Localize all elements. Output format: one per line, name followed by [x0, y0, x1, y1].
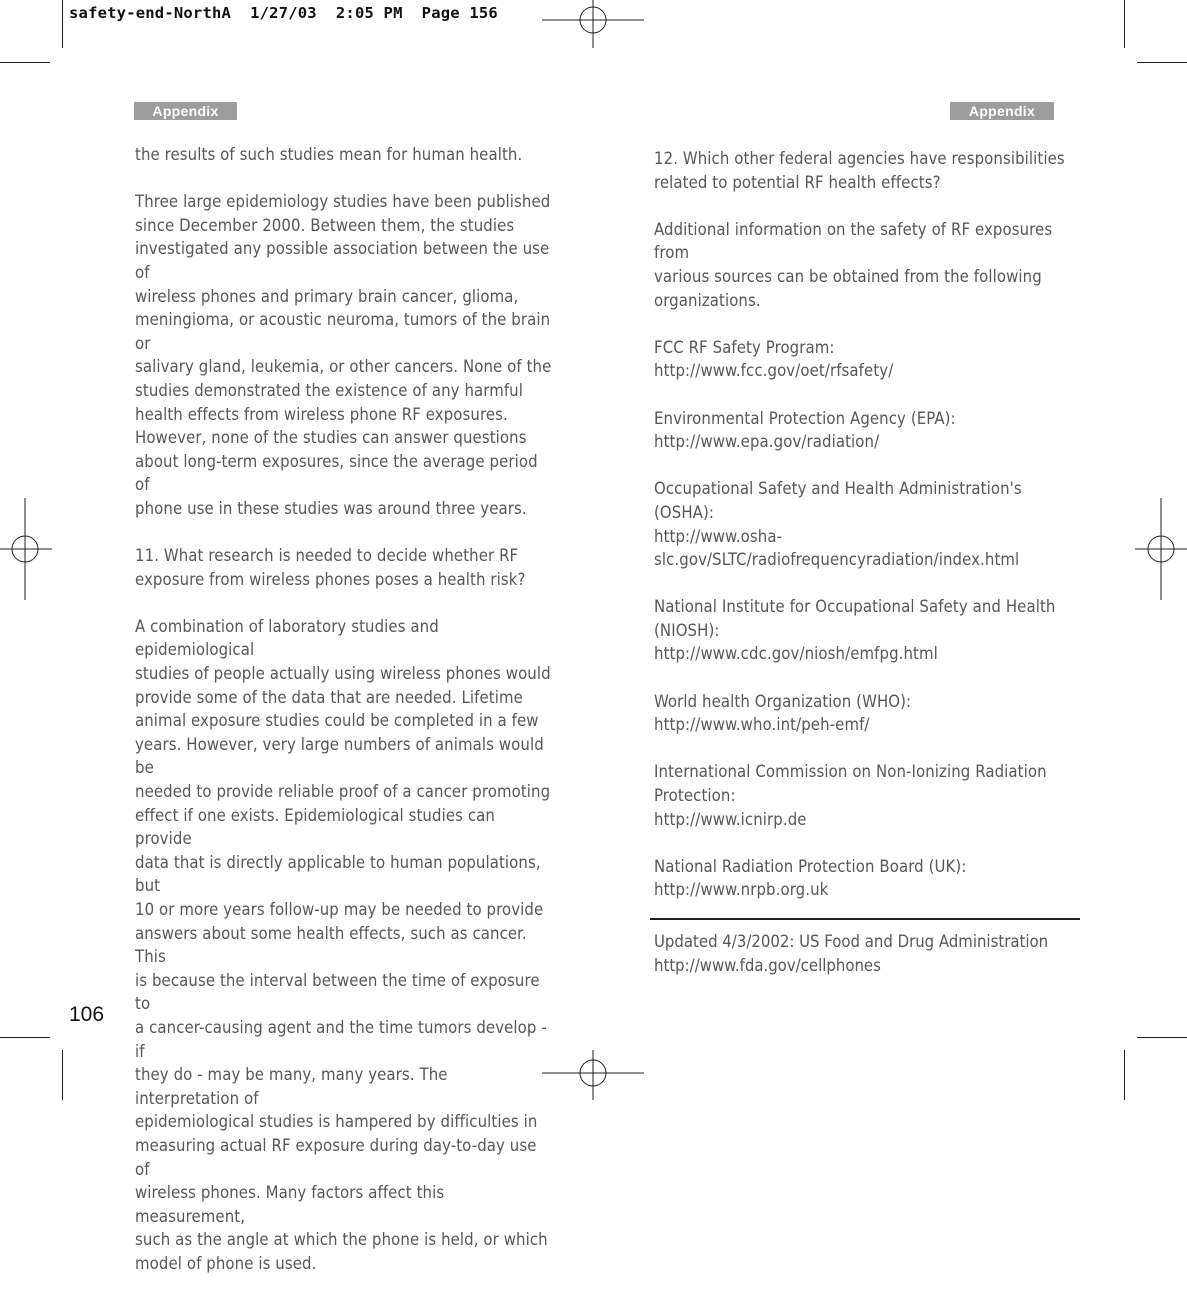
crop-mark: [1137, 1037, 1187, 1038]
crop-mark: [1124, 1050, 1125, 1100]
update-note: Updated 4/3/2002: US Food and Drug Administration http://www.fda.gov/cellphones: [654, 932, 1049, 975]
crop-mark: [0, 62, 50, 63]
org-entry: National Radiation Protection Board (UK): http://www.nrpb.org.uk: [654, 856, 967, 900]
crop-mark: [0, 1037, 50, 1038]
left-column: [135, 143, 555, 1299]
org-entry: Occupational Safety and Health Administration's (OSHA): http://www.osha- slc.gov/SLTC/radiofrequencyradiation/index.html: [654, 479, 1022, 570]
registration-mark-icon: [1135, 498, 1187, 600]
registration-mark-icon: [542, 1050, 644, 1100]
crop-mark: [1137, 62, 1187, 63]
paragraph: Three large epidemiology studies have been published since December 2000. Between them, the studies investigated any possible association between the use of wireless phones and primary brain cancer, glioma, meningioma, or acoustic neuroma, tumors of the brain or salivary gland, leukemia, or other cancers. None of the studies demonstrated the existence of any harmful health effects from wireless phone RF exposures. However, none of the studies can answer questions about long-term exposures, since the average period of phone use in these studies was around three years.: [135, 192, 552, 518]
org-entry: Environmental Protection Agency (EPA): http://www.epa.gov/radiation/: [654, 408, 956, 452]
print-slug: safety-end-NorthA 1/27/03 2:05 PM Page 156: [69, 4, 498, 22]
page-number: 106: [69, 1003, 105, 1026]
question-heading: 12. Which other federal agencies have responsibilities related to potential RF health effects?: [654, 149, 1065, 192]
question-heading: 11. What research is needed to decide whether RF exposure from wireless phones poses a health risk?: [135, 546, 526, 589]
footer-divider: [650, 918, 1080, 920]
section-tab-left: Appendix: [134, 102, 237, 120]
org-entry: International Commission on Non-Ionizing Radiation Protection: http://www.icnirp.de: [654, 762, 1047, 829]
paragraph: the results of such studies mean for human health.: [135, 145, 523, 164]
registration-mark-icon: [542, 0, 644, 50]
org-entry: National Institute for Occupational Safety and Health (NIOSH): http://www.cdc.gov/niosh/emfpg.html: [654, 597, 1056, 664]
registration-mark-icon: [0, 498, 52, 600]
org-entry: FCC RF Safety Program: http://www.fcc.gov/oet/rfsafety/: [654, 337, 894, 381]
paragraph: Additional information on the safety of RF exposures from various sources can be obtained from the following organizations.: [654, 219, 1053, 310]
right-column: [654, 147, 1079, 926]
crop-mark: [1124, 0, 1125, 48]
org-entry: World health Organization (WHO): http://www.who.int/peh-emf/: [654, 691, 912, 735]
paragraph: A combination of laboratory studies and epidemiological studies of people actually using wireless phones would provide some of the data that are needed. Lifetime animal exposure studies could be completed in a few years. However, very large numbers of animals would be needed to provide reliable proof of a cancer promoting effect if one exists. Epidemiological studies can provide data that is directly applicable to human populations, but 10 or more years follow-up may be needed to provide answers about some health effects, such as cancer. This is because the interval between the time of exposure to a cancer-causing agent and the time tumors develop - if they do - may be many, many years. The interpretation of epidemiological studies is hampered by difficulties in measuring actual RF exposure during day-to-day use of wireless phones. Many factors affect this measurement, such as the angle at which the phone is held, or which model of phone is used.: [135, 616, 551, 1273]
crop-mark: [62, 0, 63, 48]
section-tab-right: Appendix: [950, 102, 1054, 120]
crop-mark: [62, 1050, 63, 1100]
